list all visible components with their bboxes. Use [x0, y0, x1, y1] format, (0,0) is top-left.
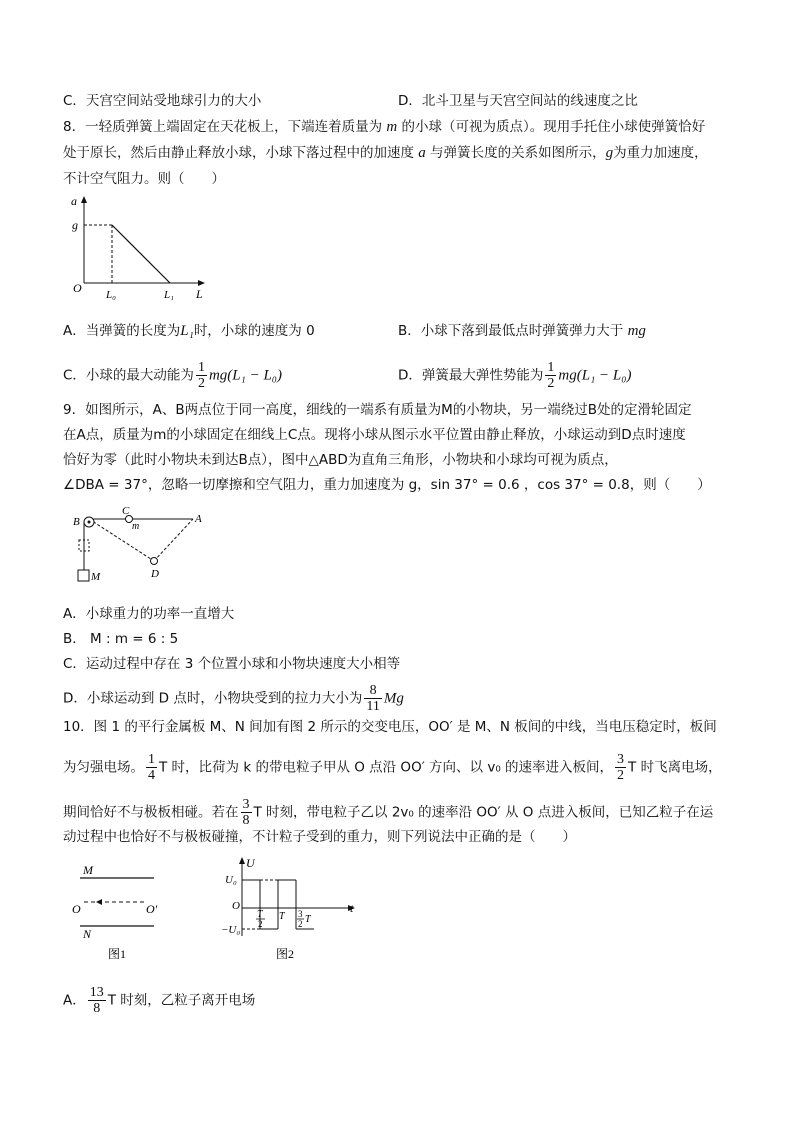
q7-option-d: D．北斗卫星与天宫空间站的线速度之比: [398, 93, 638, 109]
q8-a-vs-L-graph: [60, 195, 220, 305]
q7-option-c: C．天宫空间站受地球引力的大小: [63, 93, 262, 109]
q9-option-a: A．小球重力的功率一直增大: [63, 606, 235, 622]
q8-graph-origin: O: [73, 281, 82, 295]
q8-graph-L-axis: L: [196, 287, 203, 301]
q10-fig1-caption: 图1: [108, 947, 127, 961]
q8-option-b: B．小球下落到最低点时弹簧弹力大于 mg: [398, 323, 646, 339]
q10-stem-line-1: 10．图 1 的平行金属板 M、N 间加有图 2 所示的交变电压，OO′ 是 M、N 板间的中线，当电压稳定时，板间: [63, 719, 717, 735]
q8-option-d: D．弹簧最大弹性势能为 $\frac{1}{2}$ mg(L₁ − L₀): [398, 360, 632, 391]
q10-option-a-fraction: $\frac{13}{8}$: [89, 985, 104, 1016]
q9-stem-line-2: 在A点，质量为m的小球固定在细线上C点。现将小球从图示水平位置由静止释放，小球运动到D点时速度: [63, 427, 686, 443]
q10-fig2-T32-num: 3: [298, 909, 303, 919]
q8-option-d-fraction: $\frac{1}{2}$: [547, 360, 555, 391]
q9-fig-C: C: [122, 505, 130, 517]
q10-fig2-T: T: [279, 911, 285, 922]
q9-stem-line-4: ∠DBA = 37°，忽略一切摩擦和空气阻力，重力加速度为 g，sin 37° = 0.6 ，cos 37° = 0.8，则（ ）: [63, 477, 711, 493]
q10-stem-line-3: 期间恰好不与极板相碰。若在 $\frac{3}{8}$ T 时刻，带电粒子乙以 2v₀ 的速率沿 OO′ 从 O 点进入板间，已知乙粒子在运: [63, 797, 714, 828]
q9-fig-D: D: [151, 568, 159, 580]
q10-fig2-U: U: [246, 856, 255, 870]
q9-option-d: D．小球运动到 D 点时，小物块受到的拉力大小为 $\frac{8}{11}$ Mg: [63, 683, 404, 714]
q10-fig1-O: O: [72, 902, 81, 916]
q8-stem-line-2: 处于原长，然后由静止释放小球，小球下落过程中的加速度 a 与弹簧长度的关系如图所示，g为重力加速度，: [63, 145, 708, 161]
q10-frac-3-2: $\frac{3}{2}$: [617, 752, 625, 783]
q10-fig2-T32-T: T: [305, 914, 311, 925]
q9-fig-B: B: [73, 516, 80, 528]
q10-fig2-t: t: [350, 901, 354, 915]
q8-graph-g-label: g: [72, 218, 78, 232]
q9-stem-line-1: 9．如图所示，A、B两点位于同一高度，细线的一端系有质量为M的小物块，另一端绕过B处的定滑轮固定: [63, 402, 692, 418]
q9-fig-m: m: [132, 521, 140, 532]
q8-graph-L1: L₁: [164, 289, 174, 301]
q8-graph-a-label: a: [71, 195, 77, 208]
q10-stem-line-4: 动过程中也恰好不与极板碰撞，不计粒子受到的重力，则下列说法中正确的是（ ）: [63, 829, 576, 845]
q10-fig2-T32-den: 2: [298, 919, 303, 929]
q10-stem-line-2: 为匀强电场。 $\frac{1}{4}$ T 时，比荷为 k 的带电粒子甲从 O 点沿 OO′ 方向、以 v₀ 的速率进入板间， $\frac{3}{2}$ T 时飞离电场，: [63, 752, 722, 783]
q10-option-a: A． $\frac{13}{8}$ T 时刻，乙粒子离开电场: [63, 985, 256, 1016]
q9-option-d-fraction: $\frac{8}{11}$: [366, 683, 380, 714]
q9-option-b: B． M : m = 6 : 5: [63, 631, 179, 647]
q10-fig2-negU0: −U₀: [221, 924, 241, 936]
q8-stem-line-1: 8．一轻质弹簧上端固定在天花板上，下端连着质量为 m 的小球（可视为质点）。现用手托住小球使弹簧恰好: [63, 119, 706, 135]
q10-fig1-Oprime: O′: [146, 902, 158, 916]
q10-fig2-T2-den: 2: [258, 919, 263, 929]
q10-fig1-N: N: [83, 927, 92, 941]
q10-fig1-M: M: [83, 863, 93, 877]
q10-figure-2-voltage-graph: [220, 856, 360, 962]
q10-fig2-U0: U₀: [225, 874, 237, 886]
q10-fig2-O: O: [232, 900, 240, 912]
q8-stem-line-3: 不计空气阻力。则（ ）: [63, 171, 225, 187]
q9-fig-A: A: [195, 513, 202, 525]
q10-fig2-T2-num: T: [257, 909, 263, 920]
q9-fig-M: M: [91, 571, 101, 583]
q8-option-c: C．小球的最大动能为 $\frac{1}{2}$ mg(L₁ − L₀): [63, 360, 282, 391]
q10-fig2-caption: 图2: [276, 947, 295, 961]
q10-figure-1-plates: [66, 862, 176, 962]
q9-pulley-figure: [65, 503, 215, 588]
q10-frac-3-8: $\frac{3}{8}$: [242, 797, 250, 828]
q8-graph-L0: L₀: [106, 289, 116, 301]
q10-frac-1-4: $\frac{1}{4}$: [148, 752, 155, 783]
q8-option-c-fraction: $\frac{1}{2}$: [197, 360, 205, 391]
q8-option-a: A．当弹簧的长度为L₁时，小球的速度为 0: [63, 323, 315, 339]
q9-stem-line-3: 恰好为零（此时小物块未到达B点），图中△ABD为直角三角形，小物块和小球均可视为质点，: [63, 452, 618, 468]
q9-option-c: C．运动过程中存在 3 个位置小球和小物块速度大小相等: [63, 656, 401, 672]
